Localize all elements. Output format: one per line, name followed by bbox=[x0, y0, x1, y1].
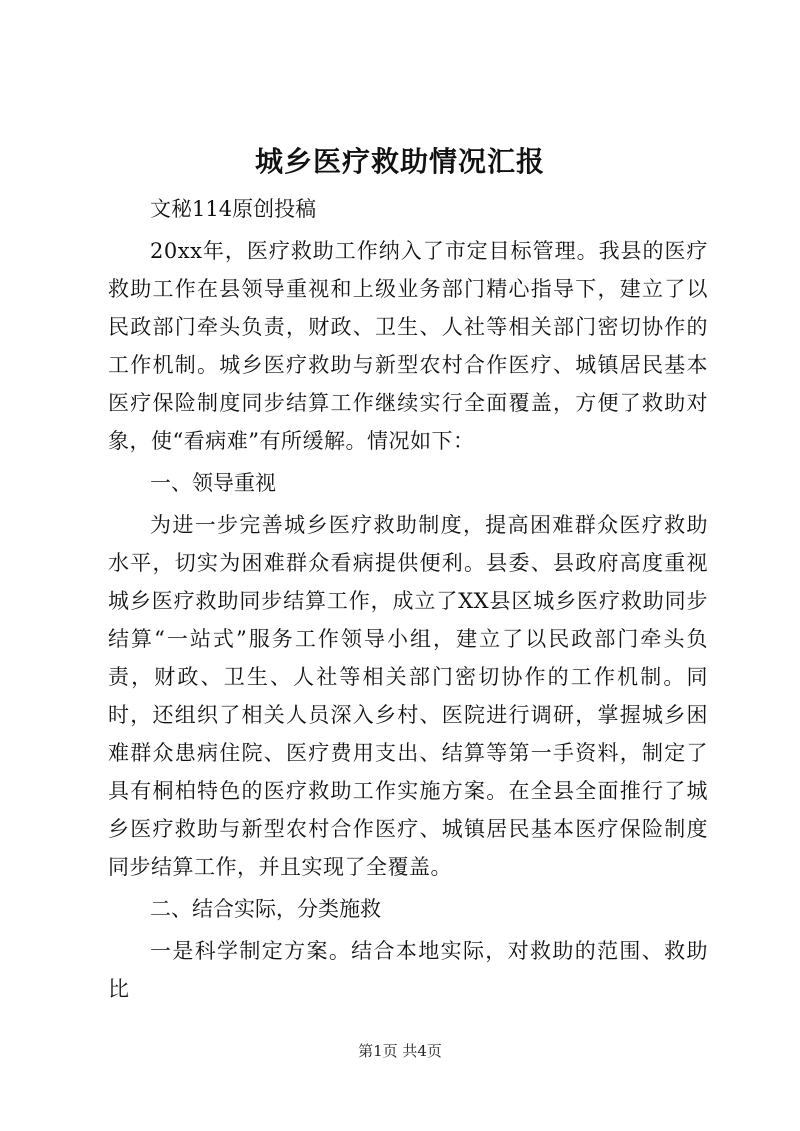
paragraph-intro: 20xx年，医疗救助工作纳入了市定目标管理。我县的医疗救助工作在县领导重视和上级业务部门精心指导下，建立了以民政部门牵头负责，财政、卫生、人社等相关部门密切协作的工作机制。城乡医疗救助与新型农村合作医疗、城镇居民基本医疗保险制度同步结算工作继续实行全面覆盖，方便了救助对象，使“看病难”有所缓解。情况如下： bbox=[108, 239, 708, 453]
document-body bbox=[108, 190, 708, 1008]
page-number-footer: 第1页 共4页 bbox=[358, 1042, 442, 1060]
paragraph-section-2: 一是科学制定方案。结合本地实际，对救助的范围、救助比 bbox=[108, 939, 708, 1001]
document-title: 城乡医疗救助情况汇报 bbox=[254, 145, 545, 178]
byline: 文秘114原创投稿 bbox=[150, 197, 317, 221]
section-heading-1: 一、领导重视 bbox=[150, 471, 276, 495]
section-heading-2: 二、结合实际，分类施救 bbox=[150, 897, 381, 921]
paragraph-section-1: 为进一步完善城乡医疗救助制度，提高困难群众医疗救助水平，切实为困难群众看病提供便利。县委、县政府高度重视城乡医疗救助同步结算工作，成立了XX县区城乡医疗救助同步结算“一站式”服务工作领导小组，建立了以民政部门牵头负责，财政、卫生、人社等相关部门密切协作的工作机制。同时，还组织了相关人员深入乡村、医院进行调研，掌握城乡困难群众患病住院、医疗费用支出、结算等第一手资料，制定了具有桐柏特色的医疗救助工作实施方案。在全县全面推行了城乡医疗救助与新型农村合作医疗、城镇居民基本医疗保险制度同步结算工作，并且实现了全覆盖。 bbox=[108, 513, 708, 879]
